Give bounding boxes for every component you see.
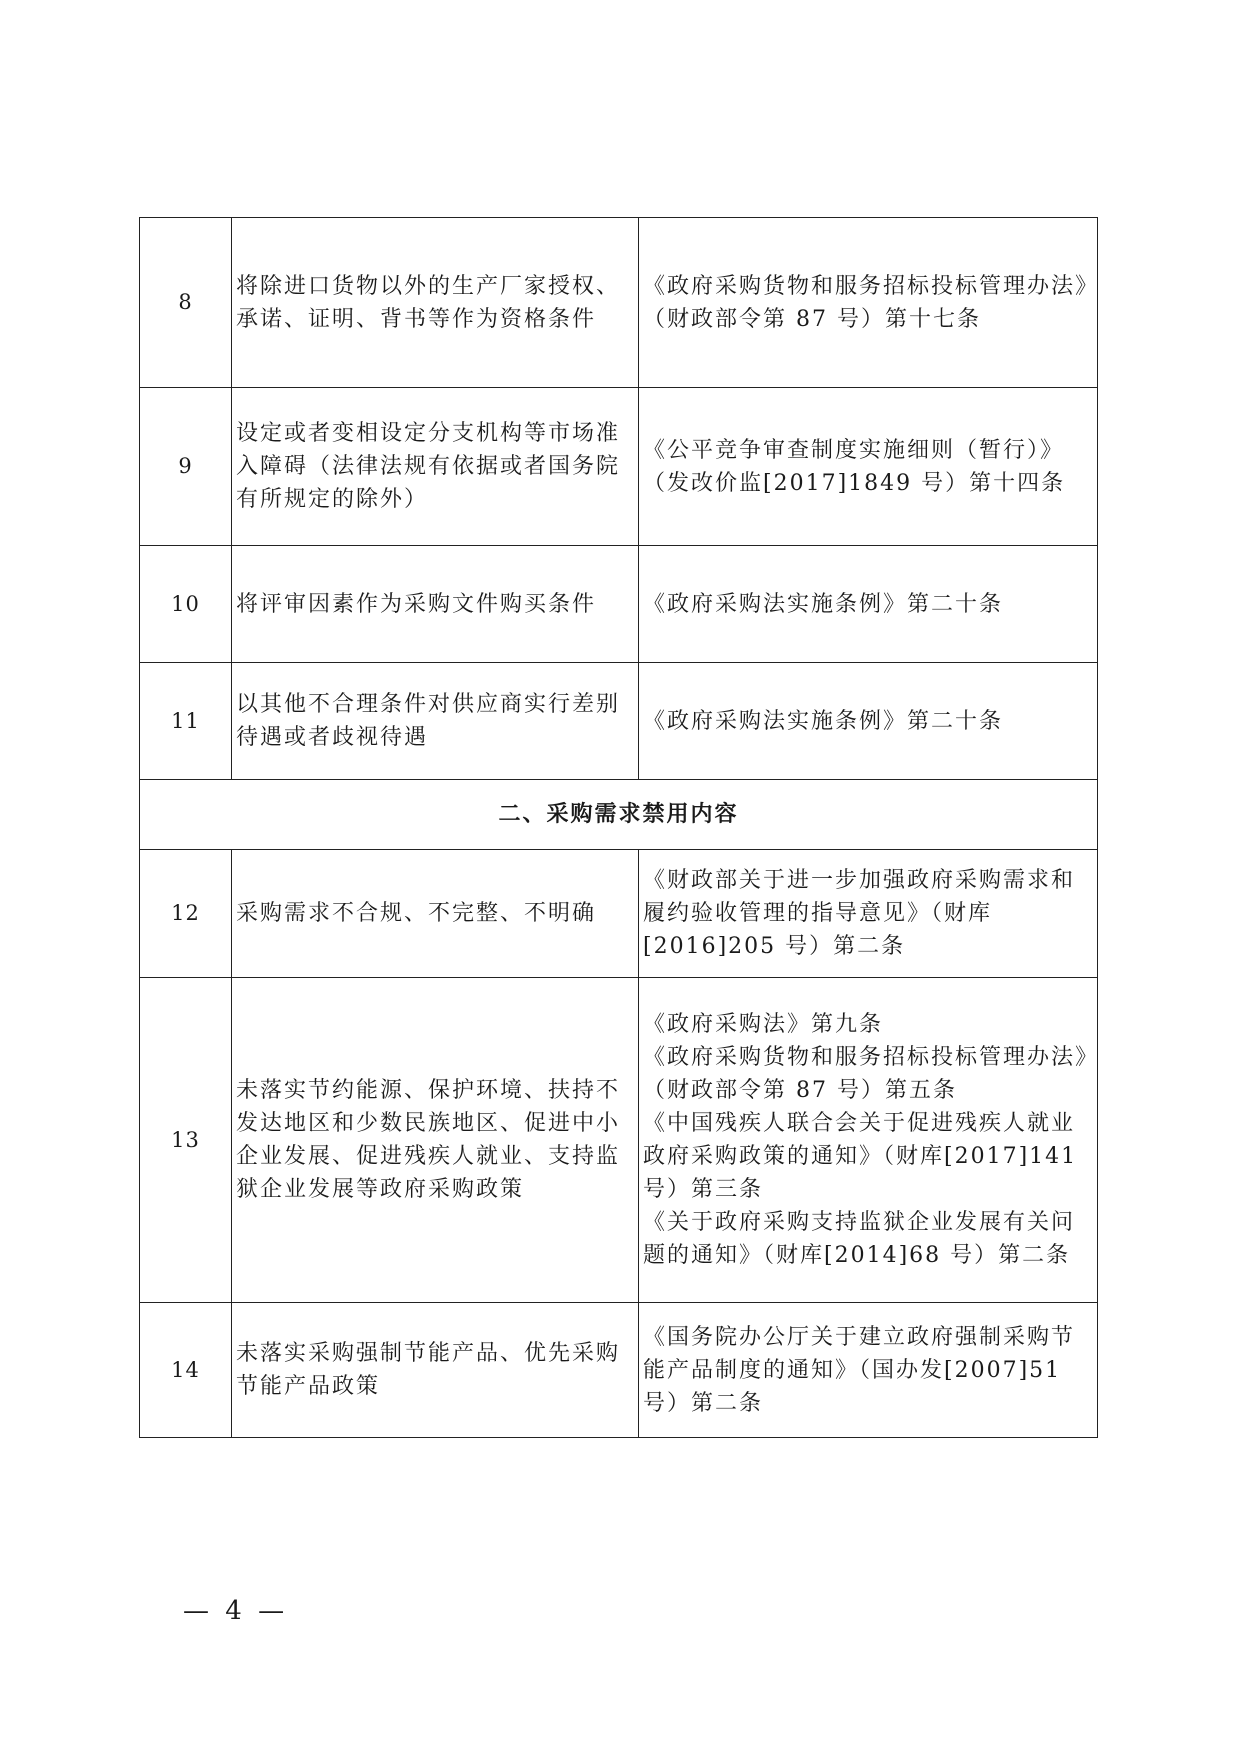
procurement-rules-table bbox=[139, 217, 1098, 1438]
legal-reference bbox=[639, 546, 1098, 663]
row-number: 14 bbox=[140, 1303, 232, 1438]
legal-reference bbox=[639, 1303, 1098, 1438]
table-row bbox=[140, 978, 1098, 1303]
row-number: 11 bbox=[140, 663, 232, 780]
reference-line: 《政府采购法实施条例》第二十条 bbox=[643, 708, 1004, 734]
reference-line: 《国务院办公厅关于建立政府强制采购节能产品制度的通知》（国办发[2007]51 号）第二条 bbox=[643, 1324, 1076, 1416]
prohibited-item: 将评审因素作为采购文件购买条件 bbox=[232, 546, 639, 663]
prohibited-item: 未落实采购强制节能产品、优先采购节能产品政策 bbox=[232, 1303, 639, 1438]
prohibited-item: 未落实节约能源、保护环境、扶持不发达地区和少数民族地区、促进中小企业发展、促进残疾人就业、支持监狱企业发展等政府采购政策 bbox=[232, 978, 639, 1303]
legal-reference bbox=[639, 850, 1098, 978]
reference-line: 《公平竞争审查制度实施细则（暂行）》（发改价监[2017]1849 号）第十四条 bbox=[643, 437, 1066, 496]
row-number: 10 bbox=[140, 546, 232, 663]
table-row bbox=[140, 663, 1098, 780]
legal-reference bbox=[639, 978, 1098, 1303]
table-row bbox=[140, 218, 1098, 388]
reference-line: 《政府采购法实施条例》第二十条 bbox=[643, 591, 1004, 617]
section-row bbox=[140, 780, 1098, 850]
reference-line: 《政府采购货物和服务招标投标管理办法》（财政部令第 87 号）第十七条 bbox=[643, 273, 1089, 332]
reference-line: 《关于政府采购支持监狱企业发展有关问题的通知》（财库[2014]68 号）第二条 bbox=[643, 1210, 1076, 1268]
page-number: — 4 — bbox=[183, 1596, 289, 1626]
row-number: 13 bbox=[140, 978, 232, 1303]
row-number: 12 bbox=[140, 850, 232, 978]
prohibited-item: 将除进口货物以外的生产厂家授权、承诺、证明、背书等作为资格条件 bbox=[232, 218, 639, 388]
row-number: 8 bbox=[140, 218, 232, 388]
table-row bbox=[140, 388, 1098, 546]
legal-reference bbox=[639, 218, 1098, 388]
reference-line: 《政府采购货物和服务招标投标管理办法》（财政部令第 87 号）第五条 bbox=[643, 1045, 1089, 1103]
prohibited-item: 以其他不合理条件对供应商实行差别待遇或者歧视待遇 bbox=[232, 663, 639, 780]
table-row bbox=[140, 850, 1098, 978]
legal-reference bbox=[639, 663, 1098, 780]
reference-line: 《财政部关于进一步加强政府采购需求和履约验收管理的指导意见》（财库[2016]205 号）第二条 bbox=[643, 868, 1076, 959]
reference-line: 《中国残疾人联合会关于促进残疾人就业政府采购政策的通知》（财库[2017]141 号）第三条 bbox=[643, 1111, 1078, 1202]
table-row bbox=[140, 1303, 1098, 1438]
reference-line: 《政府采购法》第九条 bbox=[643, 1012, 884, 1037]
row-number: 9 bbox=[140, 388, 232, 546]
legal-reference bbox=[639, 388, 1098, 546]
section-title: 二、采购需求禁用内容 bbox=[140, 780, 1098, 850]
prohibited-item: 设定或者变相设定分支机构等市场准入障碍（法律法规有依据或者国务院有所规定的除外） bbox=[232, 388, 639, 546]
prohibited-item: 采购需求不合规、不完整、不明确 bbox=[232, 850, 639, 978]
table-row bbox=[140, 546, 1098, 663]
